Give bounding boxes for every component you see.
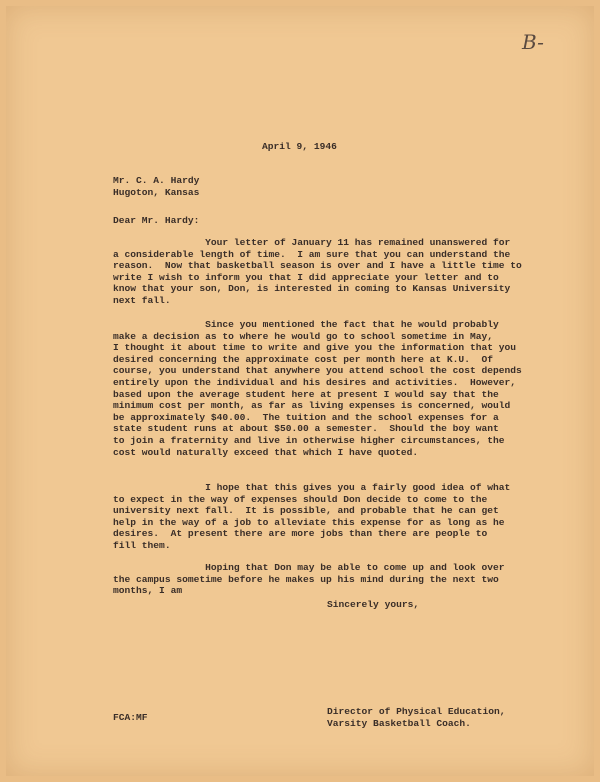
paragraph-line: to join a fraternity and live in otherwise higher circumstances, the <box>113 434 505 446</box>
paragraph-line: university next fall. It is possible, and probable that he can get <box>113 505 499 517</box>
salutation: Dear Mr. Hardy: <box>113 215 200 226</box>
paragraph-line: I thought it about time to write and give you the information that you <box>113 342 517 354</box>
paragraph-line: make a decision as to where he would go to school sometime in May, <box>113 330 493 342</box>
paragraph-line: state student runs at about $50.00 a semester. Should the boy want <box>113 423 499 435</box>
paragraph-line: fill them. <box>113 539 171 551</box>
closing: Sincerely yours, <box>327 599 420 610</box>
paragraph-line: to expect in the way of expenses should Don decide to come to the <box>113 493 488 505</box>
paragraph-line: reason. Now that basketball season is over and I have a little time to <box>113 260 522 272</box>
paragraph-line: minimum cost per month, as far as living expenses is concerned, would <box>113 400 511 412</box>
paragraph-1 <box>113 237 522 307</box>
signature-subtitle: Varsity Basketball Coach. <box>327 718 471 729</box>
paragraph-line: be approximately $40.00. The tuition and the school expenses for a <box>113 411 499 423</box>
paragraph-line: help in the way of a job to alleviate this expense for as long as he <box>113 516 505 528</box>
typist-initials: FCA:MF <box>113 712 148 723</box>
paragraph-line: months, I am <box>113 585 183 597</box>
paragraph-line: a considerable length of time. I am sure that you can understand the <box>113 248 511 260</box>
paragraph-2 <box>113 319 522 458</box>
paragraph-line: desires. At present there are more jobs than there are people to <box>113 528 488 540</box>
paragraph-line: the campus sometime before he makes up his mind during the next two <box>113 573 499 585</box>
addressee-name: Mr. C. A. Hardy <box>113 175 200 186</box>
paragraph-line: course, you understand that anywhere you attend school the cost depends <box>113 365 522 377</box>
paragraph-3 <box>113 482 510 552</box>
paragraph-line: cost would naturally exceed that which I have quoted. <box>113 446 419 458</box>
paragraph-line: next fall. <box>113 294 171 306</box>
paragraph-line: I hope that this gives you a fairly good idea of what <box>113 482 511 493</box>
paragraph-line: desired concerning the approximate cost per month here at K.U. Of <box>113 353 493 365</box>
addressee-location: Hugoton, Kansas <box>113 187 200 198</box>
paragraph-line: Since you mentioned the fact that he would probably <box>113 319 499 330</box>
handwritten-mark: B- <box>522 30 544 54</box>
paragraph-line: Hoping that Don may be able to come up and look over <box>113 562 505 573</box>
paragraph-line: know that your son, Don, is interested in coming to Kansas University <box>113 283 511 295</box>
paragraph-line: based upon the average student here at present I would say that the <box>113 388 499 400</box>
letter-date: April 9, 1946 <box>262 141 337 152</box>
signature-title: Director of Physical Education, <box>327 706 506 717</box>
paragraph-4 <box>113 562 505 597</box>
paragraph-line: entirely upon the individual and his desires and activities. However, <box>113 376 517 388</box>
paragraph-line: Your letter of January 11 has remained unanswered for <box>113 237 511 248</box>
paragraph-line: write I wish to inform you that I did appreciate your letter and to <box>113 271 499 283</box>
